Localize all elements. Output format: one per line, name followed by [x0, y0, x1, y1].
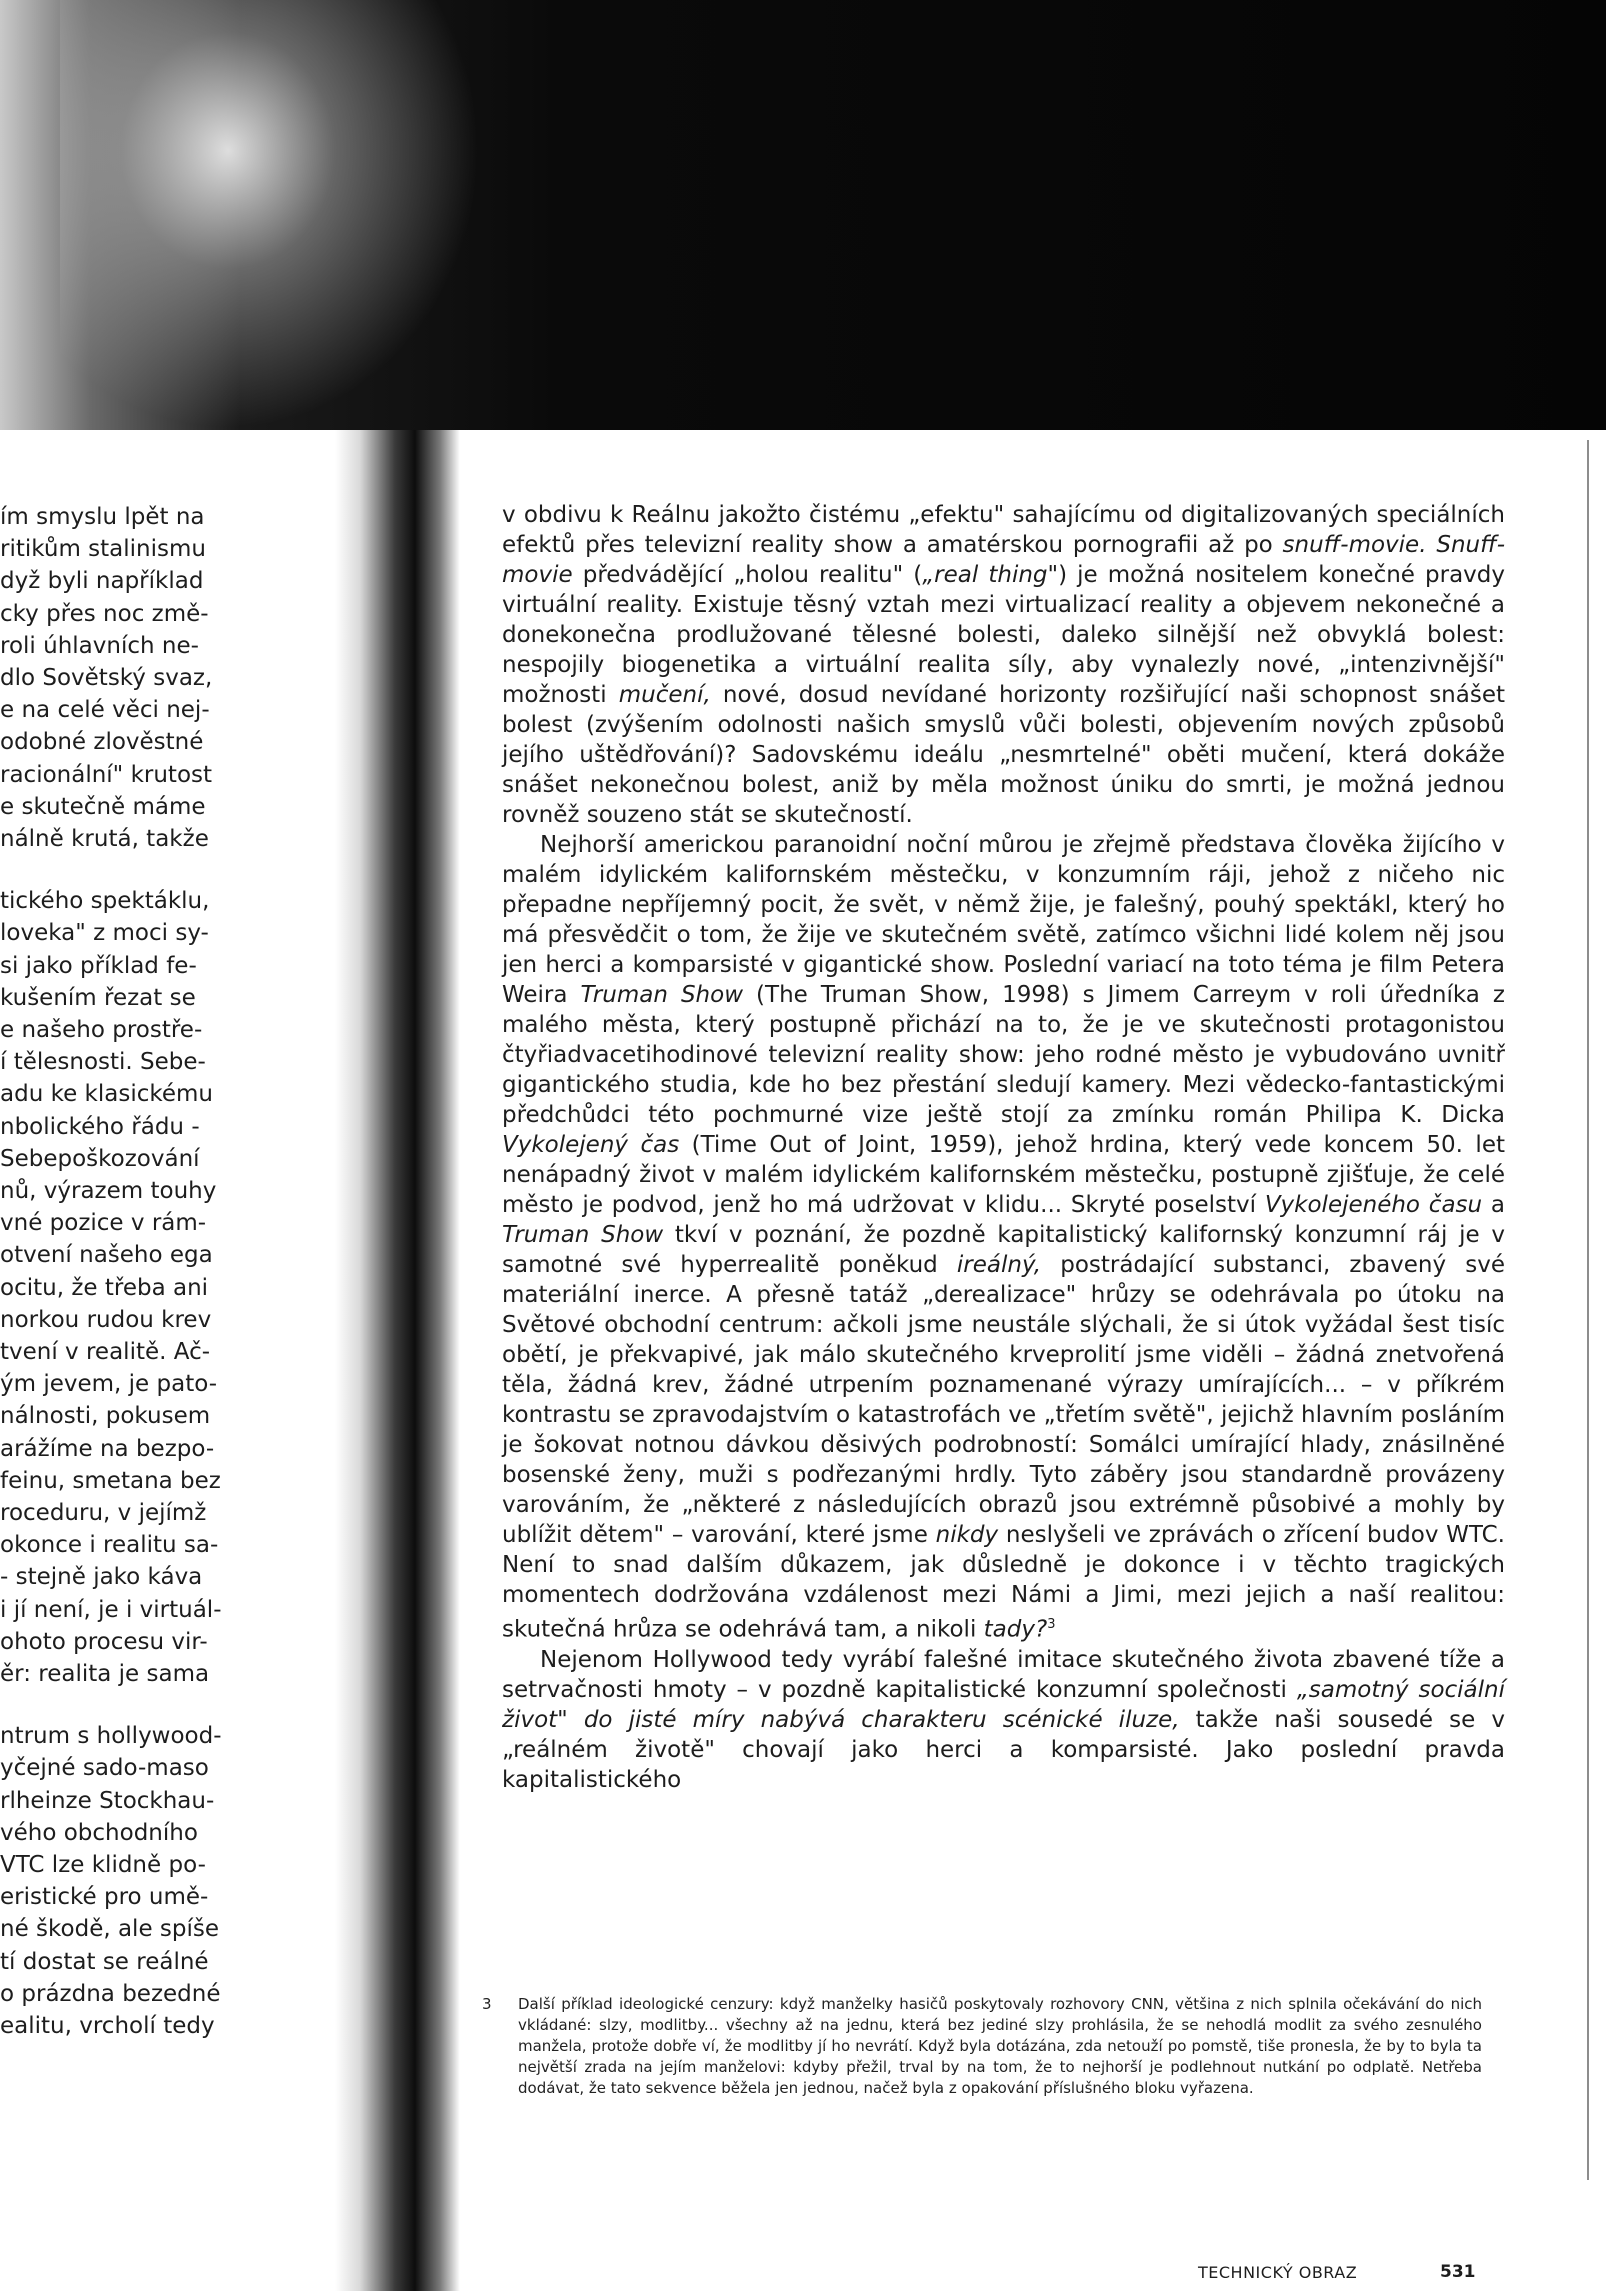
- text-run: a: [1482, 1192, 1506, 1218]
- paragraph-2: [502, 830, 1505, 1645]
- scan-glare: [60, 0, 480, 430]
- left-page-line: í tělesnosti. Sebe-: [0, 1049, 206, 1076]
- left-page-line: otvení našeho ega: [0, 1242, 213, 1269]
- left-page-line: ritikům stalinismu: [0, 536, 206, 563]
- left-page-line: né škodě, ale spíše: [0, 1916, 220, 1943]
- page-number: 531: [1440, 2262, 1476, 2282]
- footnote-text: Další příklad ideologické cenzury: když manželky hasičů poskytovaly rozhovory CNN, většina z nich splnila očekávání do nich vkládané: slzy, modlitby... všechny až na jednu, která bez jediné slzy prohlásila, že se nehodlá modlit za svého zesnulého manžela, protože dobře ví, že modlitby jí ho nevrátí. Když byla dotázána, zda netouží po pomstě, tiše pronesla, že by to byla ta největší zrada na jejím manželovi: kdyby přežil, trval by na tom, že to nejhorší je podlehnout nutkání po odplatě. Netřeba dodávat, že tato sekvence běžela jen jednou, načež byla z opakování příslušného bloku vyřazena.: [518, 1995, 1482, 2097]
- paragraph-1: [502, 500, 1505, 830]
- left-page-line: ocitu, že třeba ani: [0, 1274, 209, 1301]
- left-page-line: norkou rudou krev: [0, 1306, 212, 1333]
- italic-term: „samotný sociální život" do jisté míry nabývá charakteru scénické iluze,: [502, 1676, 1505, 1733]
- italic-term: mučení,: [618, 682, 711, 708]
- italic-term: „real thing": [922, 562, 1059, 588]
- left-page-line: loveka" z moci sy-: [0, 920, 209, 947]
- running-footer: TECHNICKÝ OBRAZ: [1198, 2263, 1358, 2282]
- left-page-line: dlo Sovětský svaz,: [0, 665, 213, 691]
- page-edge-rule: [1587, 440, 1589, 2180]
- left-page-line: ealitu, vrcholí tedy: [0, 2013, 215, 2039]
- left-page-line: nbolického řádu -: [0, 1113, 200, 1140]
- left-page-line: feinu, smetana bez: [0, 1467, 221, 1494]
- left-page-line: nálnosti, pokusem: [0, 1403, 211, 1430]
- text-run: (Time Out of Joint, 1959), jehož hrdina, který vede koncem 50. let nenápadný život v malém idylickém kalifornském městečku, postupně zjišťuje, že celé město je podvod, jenž ho má udržovat v klidu... Skryté poselství: [502, 1132, 1505, 1218]
- left-page-line: e skutečně máme: [0, 793, 206, 820]
- left-page-line: nálně krutá, takže: [0, 826, 209, 852]
- italic-term: Vykolejený čas: [502, 1132, 680, 1158]
- text-run: takže naši sousedé se v „reálném životě" chovají jako herci a komparsisté. Jako poslední pravda kapitalistického: [502, 1706, 1505, 1793]
- left-page-line: VTC lze klidně po-: [0, 1852, 206, 1878]
- left-page-line: tvení v realitě. Ač-: [0, 1339, 211, 1365]
- left-page-fragment: [0, 430, 335, 2291]
- left-page-line: roceduru, v jejímž: [0, 1500, 207, 1526]
- italic-term: snuff-movie.: [1282, 532, 1427, 558]
- left-page-line: dyž byli například: [0, 568, 204, 595]
- left-page-line: ntrum s hollywood-: [0, 1723, 222, 1750]
- italic-term: tady?: [983, 1616, 1048, 1643]
- left-page-line: kušením řezat se: [0, 984, 196, 1011]
- left-page-line: rlheinze Stockhau-: [0, 1787, 215, 1814]
- italic-term: nikdy: [935, 1522, 999, 1548]
- left-page-line: vého obchodního: [0, 1819, 198, 1846]
- left-page-line: ým jevem, je pato-: [0, 1371, 218, 1398]
- text-run: tkví v poznání, že pozdně kapitalistický kalifornský konzumní ráj je v samotné své hyperrealitě poněkud: [502, 1222, 1505, 1278]
- paragraph-3: [502, 1645, 1505, 1795]
- text-run: ) je možná nositelem konečné pravdy virtuální reality. Existuje těsný vztah mezi virtualizací reality a objevem nekonečné a donekonečna prodlužované tělesné bolesti, daleko silnější než obvyklá bolest: nespojily biogenetika a virtuální realita síly, aby vynalezly nové, „intenzivnější" možnosti: [502, 562, 1505, 708]
- left-page-line: adu ke klasickému: [0, 1081, 213, 1108]
- footnote-number: 3: [482, 1995, 492, 2013]
- left-page-line: e na celé věci nej-: [0, 697, 210, 724]
- left-page-line: okonce i realitu sa-: [0, 1532, 219, 1559]
- left-page-line: tí dostat se reálné: [0, 1948, 209, 1975]
- left-page-line: ohoto procesu vir-: [0, 1628, 208, 1655]
- italic-term: Truman Show: [502, 1222, 664, 1248]
- left-page-line: racionální" krutost: [0, 761, 213, 788]
- left-page-line: tického spektáklu,: [0, 888, 210, 915]
- left-page-line: yčejné sado-maso: [0, 1755, 209, 1782]
- italic-term: Snuff-movie: [502, 532, 1505, 588]
- left-page-line: eristické pro umě-: [0, 1884, 209, 1911]
- left-page-line: o prázdna bezedné: [0, 1980, 221, 2007]
- text-run: Nejhorší americkou paranoidní noční můrou je zřejmě představa člověka žijícího v malém idylickém kalifornském městečku, v konzumním ráji, jehož z ničeho nic přepadne nepříjemný pocit, že svět, v němž žije, je falešný, pouhý spektákl, který ho má přesvědčit o tom, že žije ve skutečném světě, zatímco všichni lidé kolem něj jsou jen herci a komparsisté v gigantické show. Poslední variací na toto téma je film Petera Weira: [502, 832, 1505, 1008]
- main-text: [502, 500, 1505, 1795]
- left-page-line: arážíme na bezpo-: [0, 1435, 215, 1462]
- text-run: (The Truman Show, 1998) s Jimem Carreym v roli úředníka z malého města, který postupně přichází na to, že je ve skutečnosti protagonistou čtyřiadvacetihodinové televizní reality show: jeho rodné město je vybudováno uvnitř gigantického studia, kde ho bez přestání sledují kamery. Mezi vědecko-fantastickými předchůdci této pochmurné vize ještě stojí za zmínku román Philipa K. Dicka: [502, 982, 1506, 1128]
- left-page-line: - stejně jako káva: [0, 1564, 203, 1591]
- left-page-line: odobné zlověstné: [0, 729, 204, 756]
- text-run: předvádějící „holou realitu" (: [572, 562, 923, 588]
- footnote: [482, 1994, 1482, 2099]
- left-page-line: i jí není, je i virtuál-: [0, 1596, 222, 1623]
- italic-term: Vykolejeného času: [1264, 1192, 1483, 1218]
- left-page-line: ěr: realita je sama: [0, 1661, 210, 1687]
- left-page-line: vné pozice v rám-: [0, 1210, 207, 1237]
- left-page-line: ím smyslu lpět na: [0, 504, 205, 530]
- text-run: postrádající substanci, zbavený své materiální inerce. A přesně tatáž „derealizace" hrůzy se odehrávala po útoku na Světové obchodní centrum: ačkoli jsme neustále slýchali, že si útok vyžádal šest tisíc obětí, je překvapivé, jak málo skutečného krveprolití jsme viděli – žádná znetvořená těla, žádná krev, žádné utrpením poznamenané výrazy umírajících... – v příkrém kontrastu se zpravodajstvím o katastrofách ve „třetím světě", jejichž hlavním posláním je šokovat notnou dávkou děsivých podrobností: Somálci umírající hlady, znásilněné bosenské ženy, muži s podřezanými hrdly. Tyto záběry jsou standardně provázeny varováním, že „některé z následujících obrazů jsou extrémně působivé a mohly by ublížit dětem" – varování, které jsme: [502, 1252, 1505, 1548]
- text-run: nové, dosud nevídané horizonty rozšiřující naši schopnost snášet bolest (zvýšením odolnosti našich smyslů vůči bolesti, objevením nových způsobů jejího uštědřování)? Sadovskému ideálu „nesmrtelné" oběti mučení, která dokáže snášet nekonečnou bolest, aniž by měla možnost úniku do smrti, je možná jednou rovněž souzeno stát se skutečností.: [502, 682, 1505, 828]
- italic-term: ireálný,: [956, 1252, 1042, 1278]
- left-page-line: Sebepoškozování: [0, 1145, 200, 1172]
- italic-term: Truman Show: [580, 982, 744, 1008]
- text-run: neslyšeli ve zprávách o zřícení budov WTC. Není to snad dalším důkazem, jak důsledně je dokonce i v těchto tragických momentech dodržována vzdálenost mezi Námi a Jimi, mezi jejich a naší realitou: skutečná hrůza se odehrává tam, a nikoli: [502, 1522, 1505, 1643]
- text-run: v obdivu k Reálnu jakožto čistému „efektu" sahajícímu od digitalizovaných speciálních efektů přes televizní reality show a amatérskou pornografii až po: [502, 502, 1505, 558]
- left-page-line: roli úhlavních ne-: [0, 632, 199, 659]
- book-gutter-shadow: [335, 430, 460, 2291]
- left-page-line: cky přes noc změ-: [0, 600, 209, 627]
- text-run: Nejenom Hollywood tedy vyrábí falešné imitace skutečného života zbavené tíže a setrvačnosti hmoty – v pozdně kapitalistické konzumní společnosti: [502, 1646, 1505, 1703]
- left-page-line: si jako příklad fe-: [0, 952, 197, 979]
- left-page-line: nů, výrazem touhy: [0, 1178, 217, 1204]
- left-page-line: e našeho prostře-: [0, 1017, 203, 1043]
- footnote-reference: 3: [1047, 1617, 1056, 1632]
